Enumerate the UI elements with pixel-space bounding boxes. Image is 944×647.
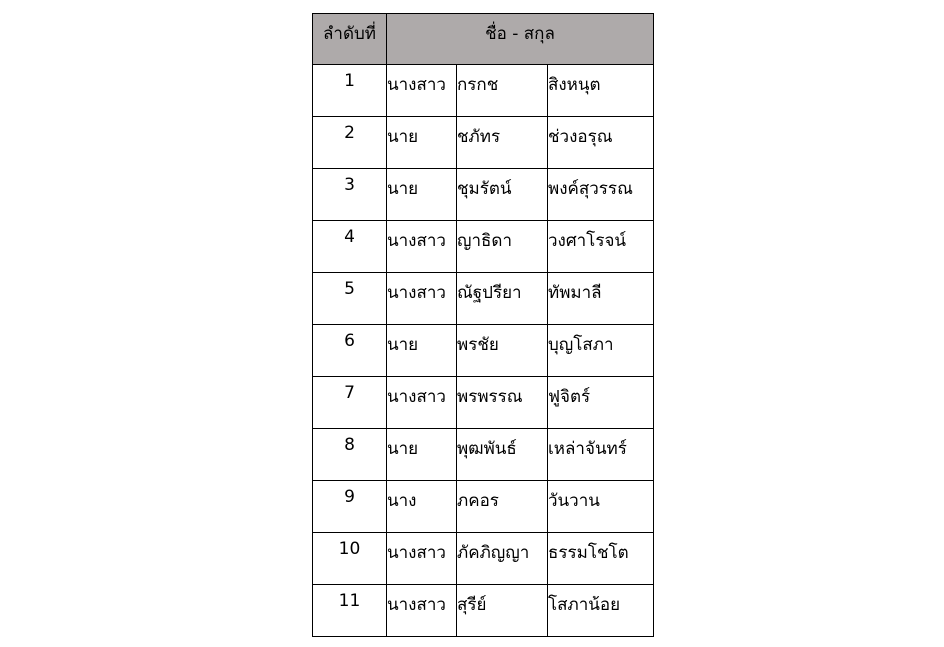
row-number-cell: 10 <box>313 533 387 585</box>
first-name-cell: ภคอร <box>457 481 548 533</box>
first-name-cell: พรชัย <box>457 325 548 377</box>
prefix-cell: นาย <box>387 117 457 169</box>
first-name-cell: สุรีย์ <box>457 585 548 637</box>
first-name-cell: ชุมรัตน์ <box>457 169 548 221</box>
table-row <box>313 325 654 377</box>
table-row <box>313 585 654 637</box>
row-number-cell: 1 <box>313 65 387 117</box>
last-name-cell: ช่วงอรุณ <box>548 117 654 169</box>
prefix-cell: นางสาว <box>387 65 457 117</box>
last-name-cell: พงค์สุวรรณ <box>548 169 654 221</box>
last-name-cell: ฟูจิตร์ <box>548 377 654 429</box>
row-number-cell: 6 <box>313 325 387 377</box>
table-row <box>313 65 654 117</box>
prefix-cell: นาย <box>387 325 457 377</box>
first-name-cell: พรพรรณ <box>457 377 548 429</box>
first-name-cell: พุฒพันธ์ <box>457 429 548 481</box>
row-number-cell: 9 <box>313 481 387 533</box>
first-name-cell: ณัฐปรียา <box>457 273 548 325</box>
table-row <box>313 533 654 585</box>
prefix-cell: นางสาว <box>387 273 457 325</box>
prefix-cell: นางสาว <box>387 533 457 585</box>
last-name-cell: ทัพมาลี <box>548 273 654 325</box>
order-column-header: ลำดับที่ <box>313 14 387 65</box>
roster-body <box>313 65 654 637</box>
last-name-cell: บุญโสภา <box>548 325 654 377</box>
row-number-cell: 3 <box>313 169 387 221</box>
last-name-cell: เหล่าจันทร์ <box>548 429 654 481</box>
prefix-cell: นาย <box>387 169 457 221</box>
first-name-cell: ชภัทร <box>457 117 548 169</box>
prefix-cell: นางสาว <box>387 377 457 429</box>
row-number-cell: 7 <box>313 377 387 429</box>
table-row <box>313 117 654 169</box>
row-number-cell: 8 <box>313 429 387 481</box>
last-name-cell: สิงหนุต <box>548 65 654 117</box>
last-name-cell: ธรรมโชโต <box>548 533 654 585</box>
first-name-cell: กรกช <box>457 65 548 117</box>
name-column-header: ชื่อ - สกุล <box>387 14 654 65</box>
table-row <box>313 481 654 533</box>
row-number-cell: 4 <box>313 221 387 273</box>
first-name-cell: ญาธิดา <box>457 221 548 273</box>
prefix-cell: นาย <box>387 429 457 481</box>
last-name-cell: วงศาโรจน์ <box>548 221 654 273</box>
table-row <box>313 273 654 325</box>
table-row <box>313 221 654 273</box>
row-number-cell: 2 <box>313 117 387 169</box>
table-row <box>313 169 654 221</box>
table-row <box>313 429 654 481</box>
name-roster-table <box>312 13 654 637</box>
prefix-cell: นาง <box>387 481 457 533</box>
row-number-cell: 11 <box>313 585 387 637</box>
header-row <box>313 14 654 65</box>
first-name-cell: ภัคภิญญา <box>457 533 548 585</box>
last-name-cell: โสภาน้อย <box>548 585 654 637</box>
prefix-cell: นางสาว <box>387 585 457 637</box>
last-name-cell: วันวาน <box>548 481 654 533</box>
table-row <box>313 377 654 429</box>
prefix-cell: นางสาว <box>387 221 457 273</box>
row-number-cell: 5 <box>313 273 387 325</box>
